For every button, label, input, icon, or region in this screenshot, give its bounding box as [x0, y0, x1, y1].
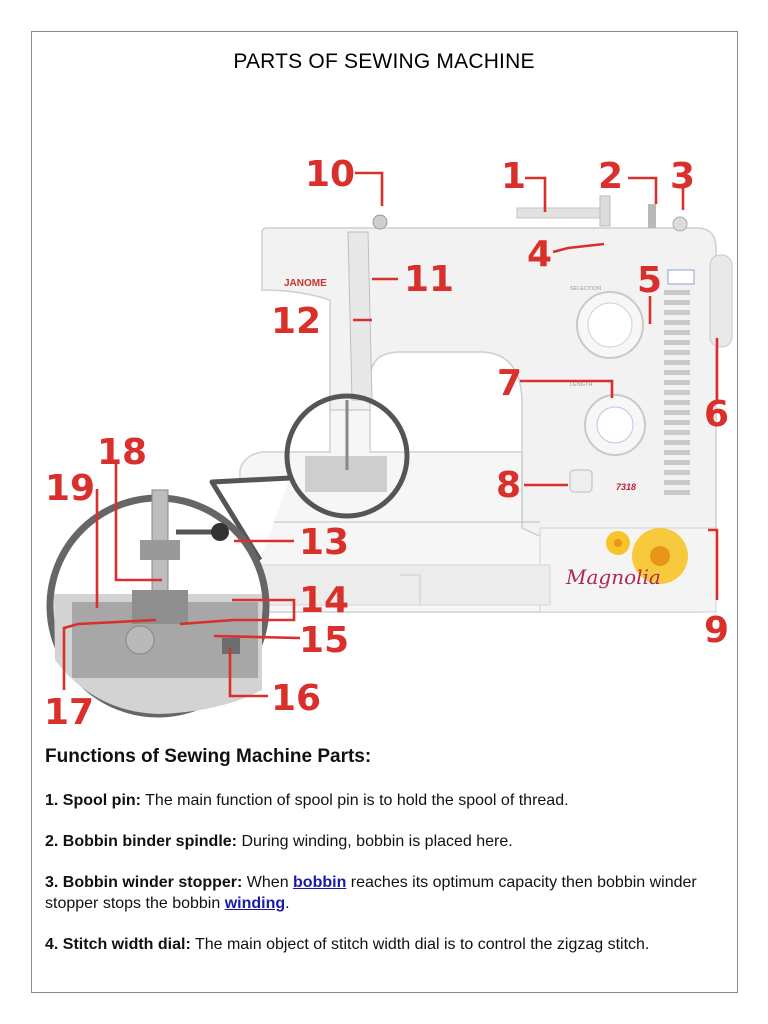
- function-text: reaches its optimum capacity then bobbin winder stopper stops the bobbin: [45, 874, 697, 912]
- page-title: PARTS OF SEWING MACHINE: [233, 50, 535, 73]
- callout-18: 18: [97, 432, 148, 473]
- function-item-bobbin-binder-spindle: [45, 831, 725, 852]
- brand-text: JANOME: [284, 278, 327, 289]
- function-item-spool-pin: [45, 790, 725, 811]
- callout-8: 8: [496, 465, 522, 506]
- function-text: The main function of spool pin is to hold the spool of thread.: [141, 792, 569, 809]
- callout-3: 3: [670, 156, 696, 197]
- callout-14: 14: [299, 580, 350, 621]
- magnolia-logo: Magnolia: [566, 565, 661, 589]
- callout-1: 1: [501, 156, 527, 197]
- callout-15: 15: [299, 620, 350, 661]
- functions-heading: Functions of Sewing Machine Parts:: [45, 746, 372, 767]
- bobbin-link[interactable]: bobbin: [293, 874, 347, 891]
- function-text: The main object of stitch width dial is to control the zigzag stitch.: [190, 936, 650, 953]
- function-term: 4. Stitch width dial:: [45, 936, 191, 953]
- function-item-bobbin-winder-stopper: [45, 872, 725, 914]
- callout-2: 2: [598, 156, 624, 197]
- callout-5: 5: [637, 260, 663, 301]
- callout-19: 19: [45, 468, 96, 509]
- callout-11: 11: [404, 259, 455, 300]
- callout-7: 7: [497, 363, 523, 404]
- winding-link[interactable]: winding: [224, 895, 286, 912]
- model-number: 7318: [616, 482, 637, 492]
- magnified-needle-circle: [50, 490, 266, 714]
- callout-12: 12: [271, 301, 322, 342]
- callout-10: 10: [305, 154, 356, 195]
- callout-16: 16: [271, 678, 322, 719]
- selection-label: SELECTION: [570, 286, 602, 292]
- function-term: 3. Bobbin winder stopper:: [45, 874, 243, 891]
- callout-9: 9: [704, 610, 730, 651]
- function-term: 2. Bobbin binder spindle:: [45, 833, 237, 850]
- callout-13: 13: [299, 522, 350, 563]
- function-text: When: [242, 874, 294, 891]
- function-term: 1. Spool pin:: [45, 792, 141, 809]
- callout-17: 17: [44, 692, 95, 733]
- function-item-stitch-width-dial: [45, 934, 725, 955]
- callout-6: 6: [704, 394, 730, 435]
- function-text: During winding, bobbin is placed here.: [237, 833, 513, 850]
- function-text: .: [285, 895, 290, 912]
- length-label: LENGTH: [570, 382, 593, 388]
- callout-4: 4: [527, 234, 553, 275]
